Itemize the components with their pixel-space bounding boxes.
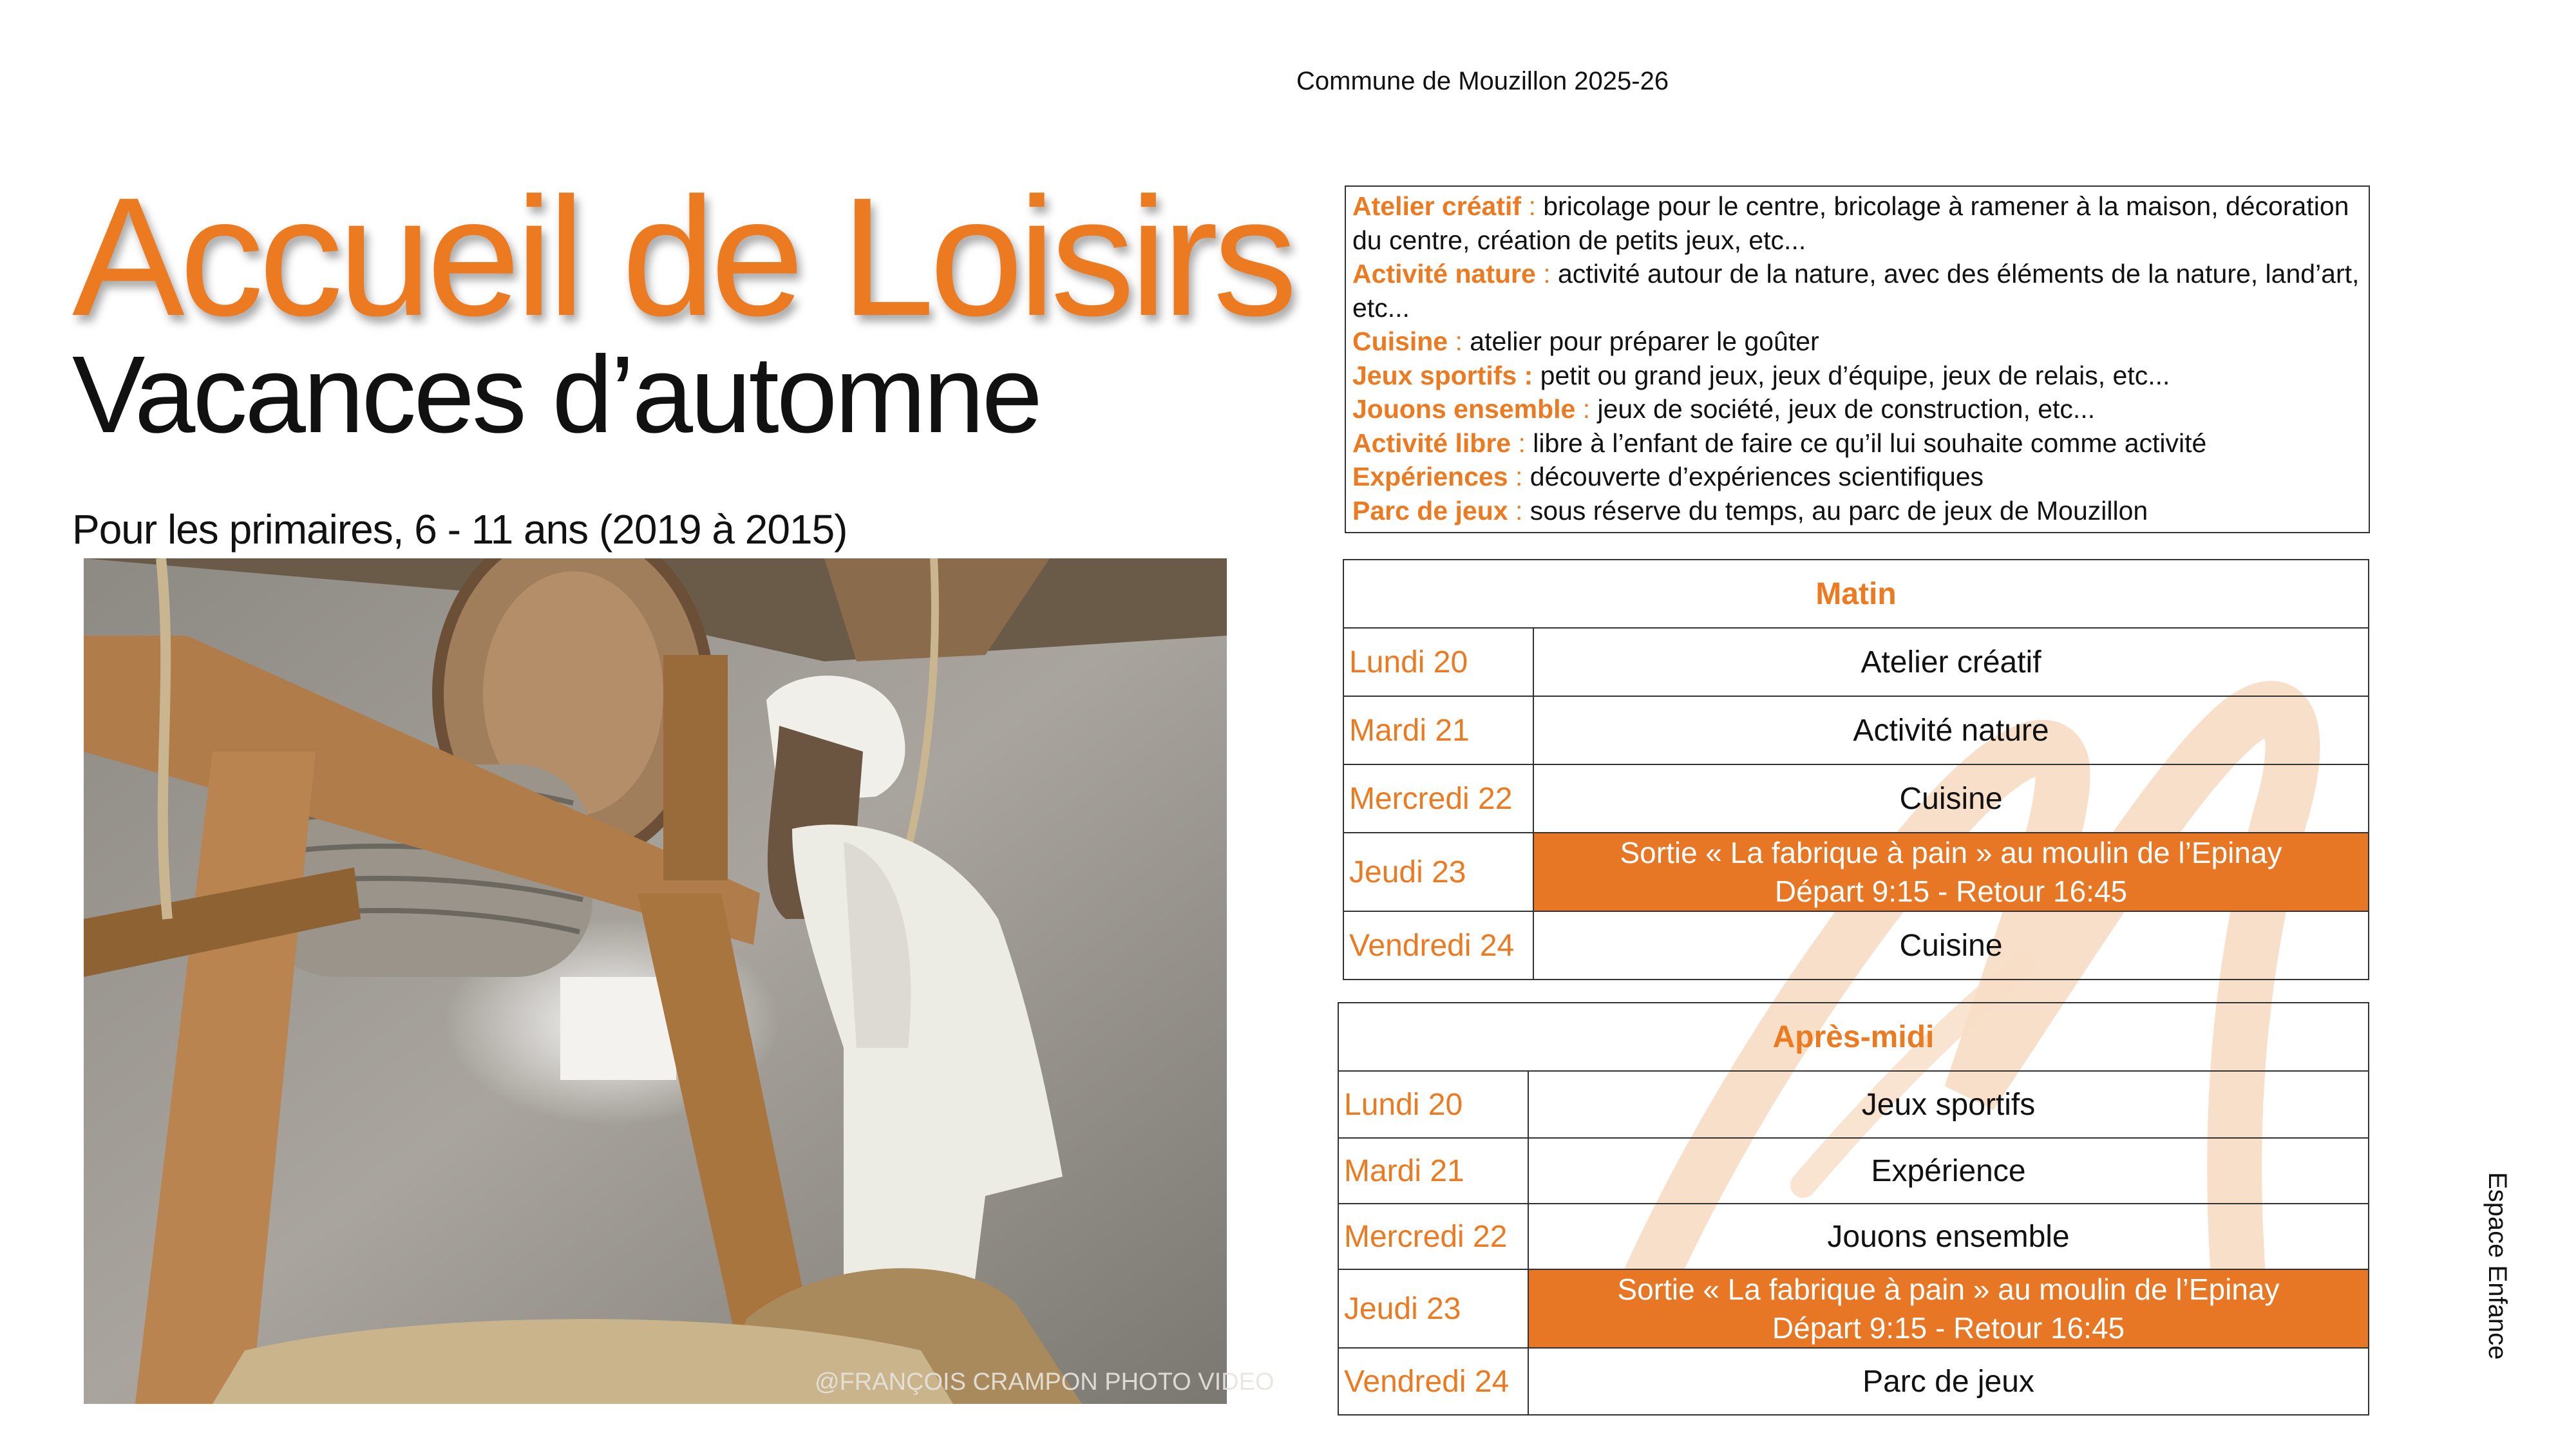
table-row xyxy=(1343,911,2369,980)
side-label: Espace Enfance xyxy=(2483,1172,2512,1360)
legend-key: Cuisine xyxy=(1352,327,1448,356)
activity-cell: Jeux sportifs xyxy=(1528,1071,2369,1138)
page-title: Accueil de Loisirs xyxy=(72,162,1293,351)
page-subtitle: Vacances d’automne xyxy=(72,334,1041,456)
outing-cell xyxy=(1533,833,2369,911)
legend-item xyxy=(1352,359,2362,393)
table-row xyxy=(1338,1071,2369,1138)
legend-text: atelier pour préparer le goûter xyxy=(1470,327,1819,356)
outing-times: Départ 9:15 - Retour 16:45 xyxy=(1774,875,2128,908)
table-row xyxy=(1338,1269,2369,1348)
legend-key: Atelier créatif xyxy=(1352,191,1522,221)
morning-schedule xyxy=(1343,559,2369,980)
legend-text: découverte d’expériences scientifiques xyxy=(1530,462,1984,491)
day-cell: Vendredi 24 xyxy=(1338,1348,1528,1415)
activity-cell: Activité nature xyxy=(1533,696,2369,764)
legend-item: Activité nature : activité autour de la nature, avec des éléments de la nature, land’art, etc... xyxy=(1352,259,2360,323)
day-cell: Lundi 20 xyxy=(1343,628,1533,696)
legend-text: jeux de société, jeux de construction, etc... xyxy=(1597,394,2096,424)
day-cell: Jeudi 23 xyxy=(1338,1269,1528,1348)
outing-cell xyxy=(1528,1269,2369,1348)
legend-key: Jeux sportifs : xyxy=(1352,360,1533,390)
table-row xyxy=(1343,764,2369,833)
table-row xyxy=(1338,1204,2369,1269)
day-cell: Mercredi 22 xyxy=(1343,764,1533,833)
activity-cell: Parc de jeux xyxy=(1528,1348,2369,1415)
legend-key: Expériences xyxy=(1352,462,1508,491)
activity-cell: Jouons ensemble xyxy=(1528,1204,2369,1269)
legend-item: Parc de jeux : sous réserve du temps, au parc de jeux de Mouzillon xyxy=(1352,495,2148,526)
table-row xyxy=(1343,833,2369,911)
age-range: Pour les primaires, 6 - 11 ans (2019 à 2015) xyxy=(72,506,848,553)
day-cell: Vendredi 24 xyxy=(1343,911,1533,980)
activity-cell: Cuisine xyxy=(1533,911,2369,980)
legend-item: Activité libre : libre à l’enfant de faire ce qu’il lui souhaite comme activité xyxy=(1352,428,2207,458)
legend-key: Jouons ensemble xyxy=(1352,394,1576,424)
day-cell: Mardi 21 xyxy=(1343,696,1533,764)
day-cell: Mardi 21 xyxy=(1338,1138,1528,1204)
legend-item: Expériences : découverte d’expériences scientifiques xyxy=(1352,462,1984,491)
day-cell: Mercredi 22 xyxy=(1338,1204,1528,1269)
activity-cell: Cuisine xyxy=(1533,764,2369,833)
outing-times: Départ 9:15 - Retour 16:45 xyxy=(1772,1311,2125,1345)
afternoon-schedule xyxy=(1338,1002,2369,1416)
activity-cell: Atelier créatif xyxy=(1533,628,2369,696)
photo-credit: @FRANÇOIS CRAMPON PHOTO VIDEO xyxy=(815,1368,1274,1396)
table-row xyxy=(1338,1348,2369,1415)
morning-header: Matin xyxy=(1343,560,2369,628)
activity-cell: Expérience xyxy=(1528,1138,2369,1204)
legend-text: libre à l’enfant de faire ce qu’il lui souhaite comme activité xyxy=(1533,428,2207,458)
commune-label: Commune de Mouzillon 2025-26 xyxy=(1296,67,1669,95)
legend-key: Parc de jeux xyxy=(1352,495,1508,526)
outing-line: Sortie « La fabrique à pain » au moulin de l’Epinay xyxy=(1617,1273,2280,1306)
legend-text: activité autour de la nature, avec des éléments de la nature, land’art, etc... xyxy=(1352,259,2360,323)
mill-photo xyxy=(84,558,1227,1404)
legend-text: sous réserve du temps, au parc de jeux de Mouzillon xyxy=(1530,495,2148,526)
day-cell: Lundi 20 xyxy=(1338,1071,1528,1138)
table-row xyxy=(1343,628,2369,696)
legend-key: Activité nature xyxy=(1352,259,1536,289)
legend-text: bricolage pour le centre, bricolage à ramener à la maison, décoration du centre, création de petits jeux, etc... xyxy=(1352,191,2349,255)
table-row xyxy=(1338,1138,2369,1204)
table-row xyxy=(1343,696,2369,764)
activity-legend xyxy=(1345,185,2370,533)
legend-item: Cuisine : atelier pour préparer le goûter xyxy=(1352,327,1819,356)
day-cell: Jeudi 23 xyxy=(1343,833,1533,911)
legend-item: Jouons ensemble : jeux de société, jeux de construction, etc... xyxy=(1352,394,2096,424)
afternoon-header: Après-midi xyxy=(1338,1003,2369,1071)
outing-line: Sortie « La fabrique à pain » au moulin de l’Epinay xyxy=(1620,836,2282,869)
legend-key: Activité libre xyxy=(1352,428,1511,458)
legend-text: petit ou grand jeux, jeux d’équipe, jeux de relais, etc... xyxy=(1540,360,2170,390)
legend-item: Atelier créatif : bricolage pour le centre, bricolage à ramener à la maison, décoration du centre, création de petits jeux, etc... xyxy=(1352,191,2349,255)
